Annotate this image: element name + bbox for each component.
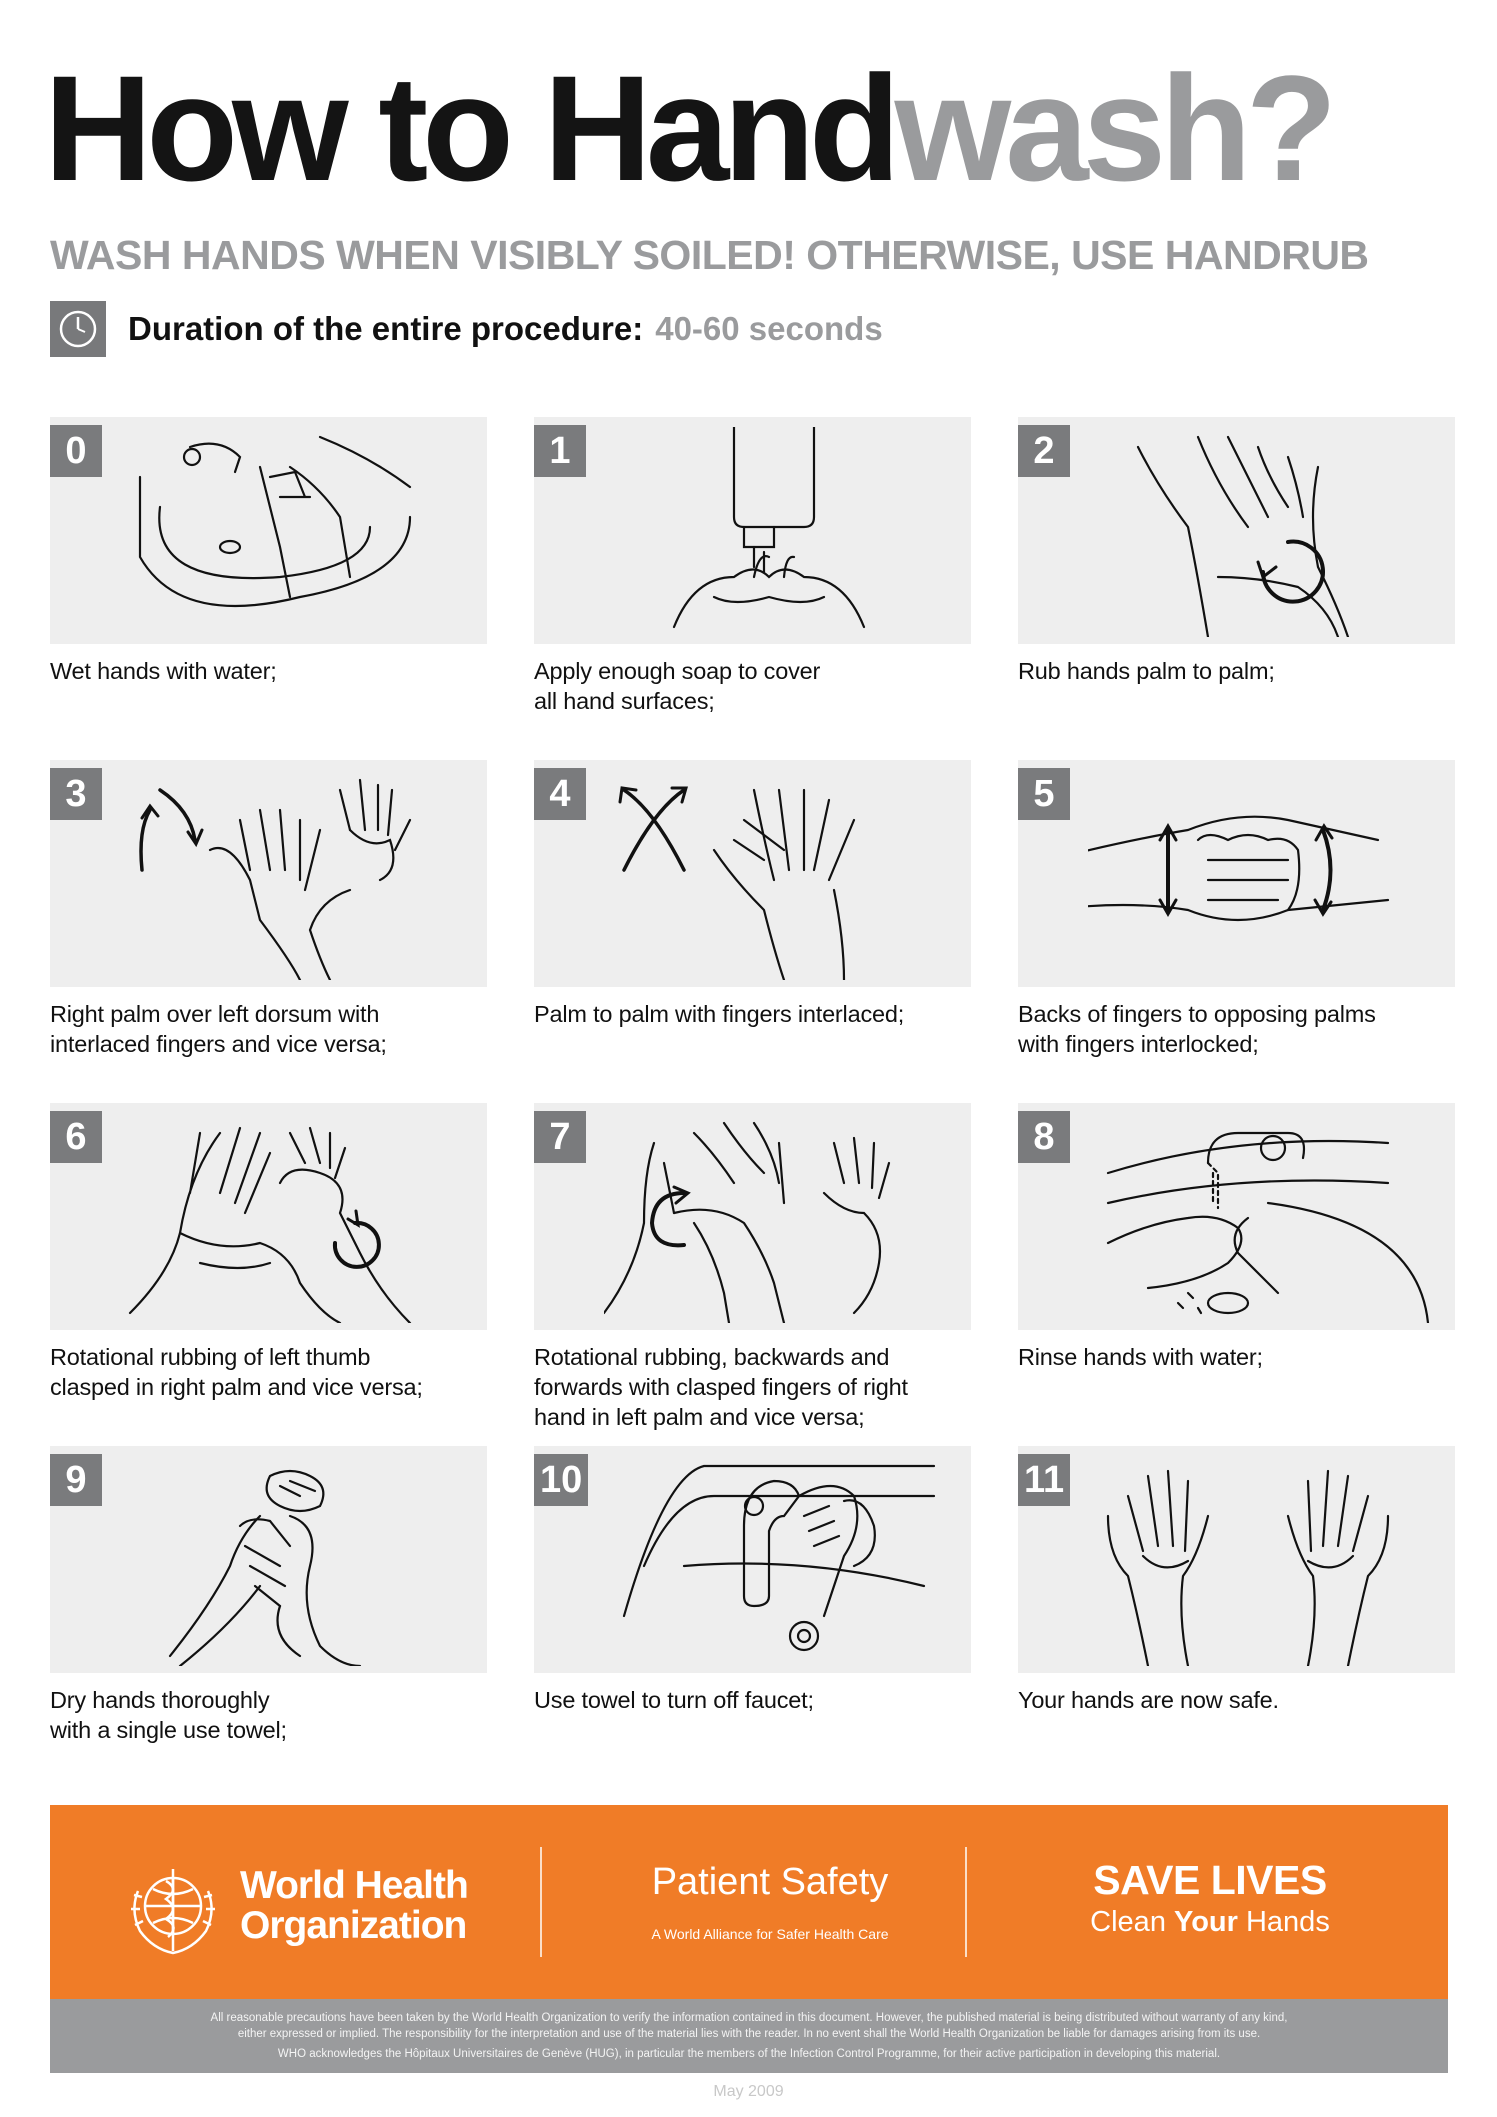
patient-safety-subtitle: A World Alliance for Safer Health Care bbox=[651, 1926, 889, 1942]
step-number: 5 bbox=[1018, 768, 1070, 820]
banner-divider bbox=[540, 1847, 542, 1957]
step-caption: Rotational rubbing, backwards and forwards with clasped fingers of right hand in left palm and vice versa; bbox=[534, 1344, 908, 1430]
step-number: 1 bbox=[534, 425, 586, 477]
step-panel bbox=[1018, 417, 1455, 644]
step-number: 7 bbox=[534, 1111, 586, 1163]
patient-safety bbox=[620, 1861, 920, 1942]
clean-pre: Clean bbox=[1090, 1906, 1166, 1938]
duration-value: 40-60 seconds bbox=[655, 310, 883, 347]
clock-icon bbox=[50, 301, 106, 357]
step-3 bbox=[50, 760, 487, 1059]
step-number: 11 bbox=[1018, 1454, 1070, 1506]
step-panel bbox=[1018, 760, 1455, 987]
step-panel bbox=[534, 1103, 971, 1330]
step-caption: Backs of fingers to opposing palms with fingers interlocked; bbox=[1018, 1001, 1376, 1057]
who-line1: World Health bbox=[240, 1864, 468, 1907]
step-number: 8 bbox=[1018, 1111, 1070, 1163]
step-caption: Rotational rubbing of left thumb clasped in right palm and vice versa; bbox=[50, 1344, 423, 1400]
step-0 bbox=[50, 417, 487, 686]
step-10 bbox=[534, 1446, 971, 1715]
step-caption: Palm to palm with fingers interlaced; bbox=[534, 1001, 905, 1027]
step-number: 9 bbox=[50, 1454, 102, 1506]
banner-divider bbox=[965, 1847, 967, 1957]
page-title bbox=[44, 44, 1332, 212]
footer-banner bbox=[50, 1805, 1448, 1999]
fingertip-rubbing-icon bbox=[604, 1113, 964, 1323]
who-line2: Organization bbox=[240, 1904, 467, 1947]
wet-hands-icon bbox=[120, 427, 480, 637]
step-panel bbox=[534, 760, 971, 987]
step-panel bbox=[1018, 1446, 1455, 1673]
who-logo bbox=[118, 1851, 468, 1961]
patient-safety-title: Patient Safety bbox=[651, 1861, 889, 1903]
disclaimer bbox=[50, 1999, 1448, 2073]
disclaimer-line: All reasonable precautions have been taken by the World Health Organization to verify the information contained in this document. However, the published material is being distributed without warranty of any kind, bbox=[210, 2012, 1288, 2024]
thumb-rubbing-icon bbox=[120, 1113, 480, 1323]
step-number: 2 bbox=[1018, 425, 1070, 477]
step-number: 6 bbox=[50, 1111, 102, 1163]
step-7 bbox=[534, 1103, 971, 1432]
save-lives-title: SAVE LIVES bbox=[1093, 1857, 1327, 1903]
step-panel bbox=[534, 417, 971, 644]
step-number: 4 bbox=[534, 768, 586, 820]
step-panel bbox=[50, 760, 487, 987]
subtitle: WASH HANDS WHEN VISIBLY SOILED! OTHERWISE, USE HANDRUB bbox=[50, 232, 1369, 278]
duration-label: Duration of the entire procedure: bbox=[128, 310, 644, 347]
step-caption: Wet hands with water; bbox=[50, 658, 277, 684]
title-dark: How to Hand bbox=[44, 44, 895, 212]
step-number: 0 bbox=[50, 425, 102, 477]
step-5 bbox=[1018, 760, 1455, 1059]
step-caption: Rinse hands with water; bbox=[1018, 1344, 1263, 1370]
step-caption: Dry hands thoroughly with a single use towel; bbox=[50, 1687, 287, 1743]
disclaimer-line: either expressed or implied. The responsibility for the interpretation and use of the material lies with the reader. In no event shall the World Health Organization be liable for damages arising from its use. bbox=[237, 2028, 1261, 2040]
footer-date: May 2009 bbox=[713, 2083, 784, 2100]
title-light: wash? bbox=[894, 44, 1332, 212]
step-1 bbox=[534, 417, 971, 716]
clean-your-hands bbox=[1060, 1906, 1360, 1939]
dry-hands-icon bbox=[120, 1456, 480, 1666]
turn-off-faucet-icon bbox=[604, 1456, 964, 1666]
step-9 bbox=[50, 1446, 487, 1745]
clean-your: Your bbox=[1174, 1906, 1238, 1938]
save-lives bbox=[1060, 1857, 1360, 1939]
who-name bbox=[240, 1866, 468, 1946]
step-2 bbox=[1018, 417, 1455, 686]
rinse-hands-icon bbox=[1088, 1113, 1448, 1323]
step-caption: Right palm over left dorsum with interlaced fingers and vice versa; bbox=[50, 1001, 387, 1057]
step-caption: Apply enough soap to cover all hand surfaces; bbox=[534, 658, 821, 714]
disclaimer-line: WHO acknowledges the Hôpitaux Universitaires de Genève (HUG), in particular the members of the Infection Control Programme, for their active participation in developing this material. bbox=[277, 2048, 1221, 2060]
who-emblem-icon bbox=[118, 1851, 228, 1961]
palm-to-palm-icon bbox=[1088, 427, 1448, 637]
clean-post: Hands bbox=[1245, 1906, 1330, 1938]
safe-hands-icon bbox=[1088, 1456, 1448, 1666]
step-panel bbox=[50, 417, 487, 644]
step-panel bbox=[1018, 1103, 1455, 1330]
soap-dispenser-icon bbox=[604, 427, 964, 637]
step-4 bbox=[534, 760, 971, 1029]
step-panel bbox=[50, 1103, 487, 1330]
step-panel bbox=[534, 1446, 971, 1673]
step-11 bbox=[1018, 1446, 1455, 1715]
step-caption: Rub hands palm to palm; bbox=[1018, 658, 1275, 684]
step-number: 3 bbox=[50, 768, 102, 820]
duration-row bbox=[50, 301, 883, 357]
fingers-interlaced-icon bbox=[604, 770, 964, 980]
palm-over-dorsum-icon bbox=[120, 770, 480, 980]
step-panel bbox=[50, 1446, 487, 1673]
step-8 bbox=[1018, 1103, 1455, 1372]
step-number: 10 bbox=[534, 1454, 588, 1506]
step-6 bbox=[50, 1103, 487, 1402]
step-caption: Use towel to turn off faucet; bbox=[534, 1687, 814, 1713]
fingers-interlocked-icon bbox=[1088, 770, 1448, 980]
step-caption: Your hands are now safe. bbox=[1018, 1687, 1279, 1713]
